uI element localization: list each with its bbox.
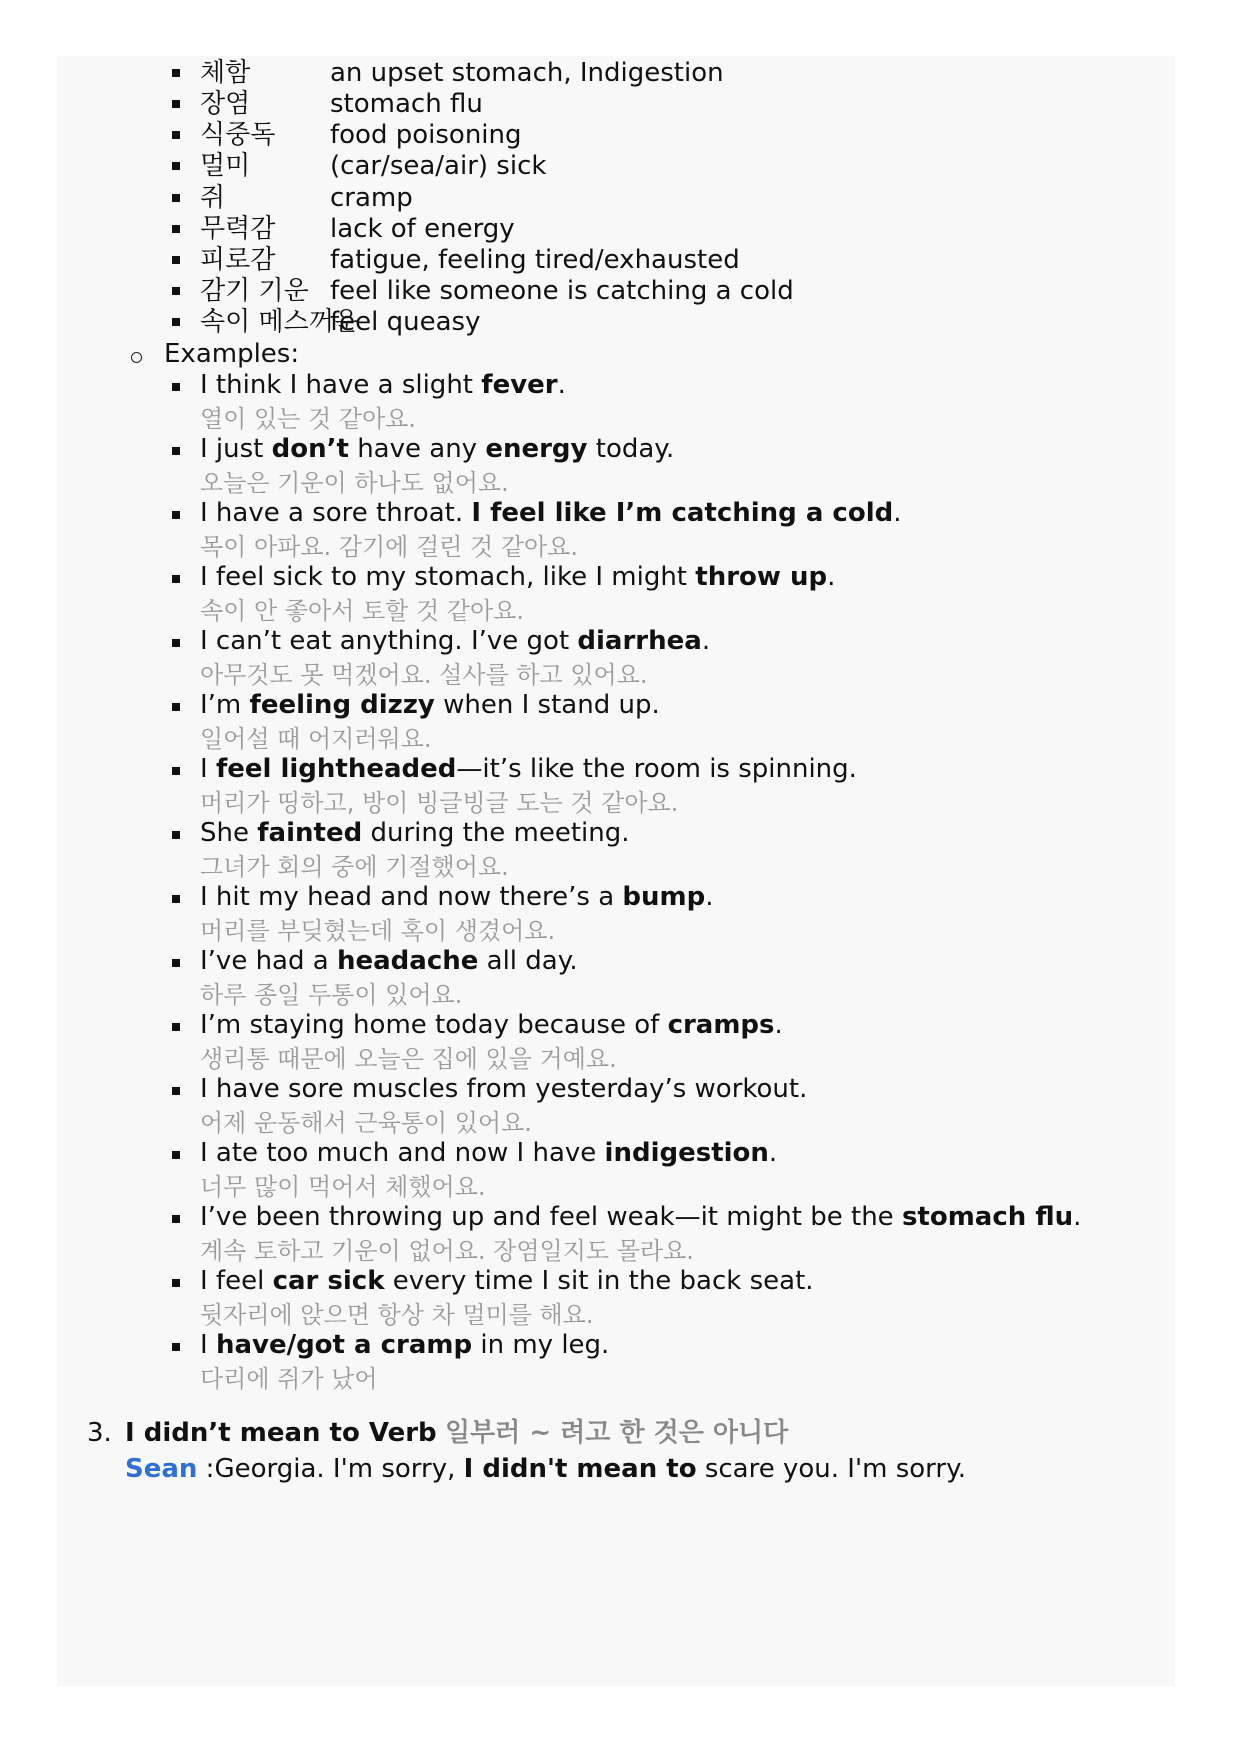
example-item [57,368,1157,436]
example-text: I feel sick to my stomach, like I might [200,562,696,592]
dialogue-text: :Georgia. I'm sorry, [197,1454,464,1484]
bullet-square-icon [172,1087,180,1095]
example-text: . [827,562,836,592]
bullet-square-icon [172,131,180,139]
example-korean: 그녀가 회의 중에 기절했어요. [200,853,509,881]
example-keyword: throw up [695,562,828,592]
bullet-square-icon [172,318,180,326]
vocab-english: food poisoning [330,120,522,150]
vocab-english: feel like someone is catching a cold [330,276,794,306]
example-keyword: don’t [271,434,349,464]
vocab-korean: 피로감 [200,245,276,275]
example-korean: 다리에 쥐가 났어 [200,1365,378,1393]
bullet-square-icon [172,256,180,264]
section-title-korean: 일부러 ~ 려고 한 것은 아니다 [444,1418,789,1448]
example-english [200,1328,609,1362]
example-korean: 아무것도 못 먹겠어요. 설사를 하고 있어요. [200,661,648,689]
vocab-korean: 멀미 [200,151,251,181]
example-korean: 뒷자리에 앉으면 항상 차 멀미를 해요. [200,1301,594,1329]
example-text: I [200,1330,216,1360]
bullet-square-icon [172,383,180,391]
example-korean: 목이 아파요. 감기에 걸린 것 같아요. [200,533,578,561]
example-english [200,496,902,530]
example-item [57,624,1157,692]
example-english [200,1200,1081,1234]
vocab-korean: 장염 [200,89,251,119]
example-text: . [705,882,714,912]
example-english [200,560,835,594]
vocab-item [57,181,1057,215]
example-korean: 너무 많이 먹어서 체했어요. [200,1173,486,1201]
vocab-english: lack of energy [330,214,515,244]
vocab-korean: 쥐 [200,183,226,213]
example-text: every time I sit in the back seat. [384,1266,814,1296]
example-text: She [200,818,258,848]
bullet-square-icon [172,194,180,202]
example-korean: 하루 종일 두통이 있어요. [200,981,463,1009]
example-item [57,1264,1157,1332]
bullet-square-icon [172,895,180,903]
example-text: . [701,626,711,656]
example-keyword: fainted [257,818,363,848]
section-number: 3. [87,1418,112,1448]
example-text: —it’s like the room is spinning. [456,754,857,784]
section-title [125,1416,788,1450]
bullet-square-icon [172,447,180,455]
example-text: . [893,498,902,528]
vocab-korean: 식중독 [200,120,276,150]
example-item [57,496,1157,564]
example-keyword: fever [481,370,558,400]
example-item [57,560,1157,628]
example-item [57,880,1157,948]
bullet-square-icon [172,1151,180,1159]
bullet-square-icon [172,767,180,775]
example-text: during the meeting. [362,818,630,848]
example-text: I feel [200,1266,273,1296]
example-keyword: bump [622,882,706,912]
bullet-square-icon [172,1023,180,1031]
vocab-item [57,118,1057,152]
vocab-korean: 속이 메스꺼운 [200,307,359,337]
example-english [200,944,578,978]
example-keyword: stomach flu [901,1202,1074,1232]
bullet-circle-icon [131,352,142,363]
example-english [200,1008,783,1042]
bullet-square-icon [172,1343,180,1351]
example-text: . [768,1138,778,1168]
example-english [200,1136,777,1170]
section-3 [57,1416,1157,1496]
example-text: . [557,370,566,400]
example-keyword: feel lightheaded [215,754,457,784]
vocab-english: stomach flu [330,89,483,119]
example-korean: 일어설 때 어지러워요. [200,725,432,753]
vocab-korean: 감기 기운 [200,276,309,306]
bullet-square-icon [172,959,180,967]
bullet-square-icon [172,225,180,233]
example-item [57,944,1157,1012]
example-korean: 속이 안 좋아서 토할 것 같아요. [200,597,524,625]
example-korean: 머리를 부딪혔는데 혹이 생겼어요. [200,917,556,945]
vocab-item [57,87,1057,121]
example-text: when I stand up. [434,690,660,720]
bullet-square-icon [172,511,180,519]
example-text: in my leg. [472,1330,610,1360]
example-item [57,1136,1157,1204]
vocab-korean: 무력감 [200,214,276,244]
example-keyword: have/got a cramp [215,1330,473,1360]
example-text: . [774,1010,783,1040]
example-keyword: car sick [272,1266,385,1296]
example-text: I just [200,434,272,464]
vocab-item [57,149,1057,183]
bullet-square-icon [172,162,180,170]
example-english [200,1264,814,1298]
example-text: I can’t eat anything. I’ve got [200,626,578,656]
example-item [57,752,1157,820]
example-text: today. [587,434,675,464]
example-item [57,432,1157,500]
example-korean: 계속 토하고 기운이 없어요. 장염일지도 몰라요. [200,1237,694,1265]
vocab-english: (car/sea/air) sick [330,151,547,181]
example-text: . [1073,1202,1082,1232]
example-keyword: feeling dizzy [249,690,435,720]
example-item [57,1328,1157,1396]
vocab-item [57,274,1057,308]
example-keyword: indigestion [604,1138,769,1168]
dialogue-keyword: I didn't mean to [463,1454,697,1484]
example-korean: 어제 운동해서 근육통이 있어요. [200,1109,532,1137]
bullet-square-icon [172,100,180,108]
example-item [57,1008,1157,1076]
vocab-english: fatigue, feeling tired/exhausted [330,245,740,275]
vocab-item [57,56,1057,90]
bullet-square-icon [172,575,180,583]
examples-label: Examples: [164,339,300,369]
vocab-item [57,243,1057,277]
speaker-name: Sean [125,1454,198,1484]
vocab-korean: 체함 [200,58,251,88]
example-item [57,688,1157,756]
section-title-english: I didn’t mean to Verb [125,1418,437,1448]
bullet-square-icon [172,831,180,839]
title-gap [437,1418,445,1448]
example-english [200,1072,807,1106]
example-english [200,752,857,786]
vocab-english: cramp [330,183,413,213]
vocab-item [57,305,1057,339]
vocab-english: an upset stomach, Indigestion [330,58,724,88]
bullet-square-icon [172,287,180,295]
example-english [200,688,660,722]
example-text: I hit my head and now there’s a [200,882,623,912]
example-text: I have sore muscles from yesterday’s workout. [200,1074,808,1104]
bullet-square-icon [172,639,180,647]
bullet-square-icon [172,703,180,711]
example-text: I’ve had a [200,946,337,976]
dialogue-line [125,1452,966,1486]
bullet-square-icon [172,1279,180,1287]
example-english [200,624,710,658]
example-text: have any [348,434,486,464]
example-korean: 오늘은 기운이 하나도 없어요. [200,469,509,497]
example-text: I ate too much and now I have [200,1138,605,1168]
example-english [200,432,674,466]
example-text: all day. [478,946,578,976]
document-page [57,56,1175,1686]
vocab-item [57,212,1057,246]
vocab-english: feel queasy [330,307,481,337]
example-text: I [200,754,216,784]
example-keyword: cramps [667,1010,775,1040]
example-keyword: headache [336,946,479,976]
example-item [57,816,1157,884]
bullet-square-icon [172,69,180,77]
example-item [57,1072,1157,1140]
example-korean: 열이 있는 것 같아요. [200,405,416,433]
example-english [200,880,714,914]
example-text: I think I have a slight [200,370,482,400]
example-text: I have a sore throat. [200,498,472,528]
example-keyword: energy [485,434,588,464]
example-english [200,816,630,850]
example-english [200,368,566,402]
example-text: I’m staying home today because of [200,1010,668,1040]
example-item [57,1200,1157,1268]
example-korean: 생리통 때문에 오늘은 집에 있을 거예요. [200,1045,617,1073]
example-text: I’ve been throwing up and feel weak—it might be the [200,1202,902,1232]
example-keyword: I feel like I’m catching a cold [471,498,894,528]
example-text: I’m [200,690,250,720]
bullet-square-icon [172,1215,180,1223]
dialogue-text: scare you. I'm sorry. [696,1454,967,1484]
example-keyword: diarrhea [577,626,702,656]
example-korean: 머리가 띵하고, 방이 빙글빙글 도는 것 같아요. [200,789,679,817]
